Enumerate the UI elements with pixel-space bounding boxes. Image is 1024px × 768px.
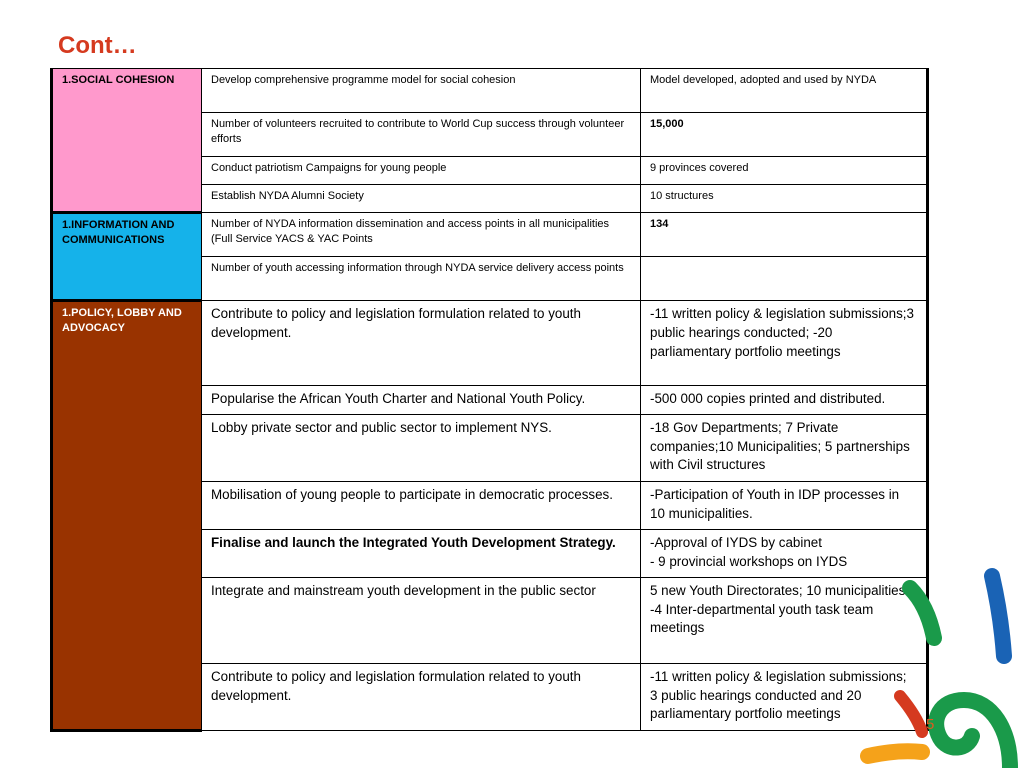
orange-stroke-icon — [868, 751, 922, 756]
table-row — [52, 213, 928, 257]
target-cell: -11 written policy & legislation submissions;3 public hearings conducted; -20 parliamentary portfolio meetings — [641, 301, 928, 386]
target-cell: -18 Gov Departments; 7 Private companies;10 Municipalities; 5 partnerships with Civil structures — [641, 414, 928, 481]
table-row — [52, 301, 928, 386]
target-cell: 10 structures — [641, 185, 928, 213]
activity-cell: Number of youth accessing information through NYDA service delivery access points — [202, 257, 641, 301]
target-cell: 5 new Youth Directorates; 10 municipalities. -4 Inter-departmental youth task team meetings — [641, 577, 928, 663]
target-cell: 9 provinces covered — [641, 157, 928, 185]
page-number: 5 — [926, 716, 935, 733]
section-label-social-cohesion: 1.SOCIAL COHESION — [52, 69, 202, 213]
blue-stroke-icon — [992, 576, 1004, 656]
activity-cell: Number of volunteers recruited to contribute to World Cup success through volunteer efforts — [202, 113, 641, 157]
activity-cell: Mobilisation of young people to participate in democratic processes. — [202, 481, 641, 529]
activity-cell: Lobby private sector and public sector to implement NYS. — [202, 414, 641, 481]
programme-table — [50, 68, 929, 732]
target-cell: -Approval of IYDS by cabinet - 9 provincial workshops on IYDS — [641, 529, 928, 577]
activity-cell: Finalise and launch the Integrated Youth Development Strategy. — [202, 529, 641, 577]
target-cell: -500 000 copies printed and distributed. — [641, 386, 928, 415]
green-swirl-icon — [936, 700, 1010, 768]
target-cell: 134 — [641, 213, 928, 257]
activity-cell: Establish NYDA Alumni Society — [202, 185, 641, 213]
target-cell — [641, 257, 928, 301]
activity-cell: Number of NYDA information dissemination and access points in all municipalities (Full Service YACS & YAC Points — [202, 213, 641, 257]
activity-cell: Popularise the African Youth Charter and National Youth Policy. — [202, 386, 641, 415]
decorative-swirl-graphic — [860, 560, 1024, 768]
target-cell: 15,000 — [641, 113, 928, 157]
section-label-policy-lobby-and-advocacy: 1.POLICY, LOBBY AND ADVOCACY — [52, 301, 202, 731]
red-stroke-icon — [900, 696, 922, 732]
activity-cell: Integrate and mainstream youth development in the public sector — [202, 577, 641, 663]
table-row — [52, 69, 928, 113]
activity-cell: Contribute to policy and legislation formulation related to youth development. — [202, 663, 641, 730]
activity-cell: Contribute to policy and legislation formulation related to youth development. — [202, 301, 641, 386]
activity-cell: Develop comprehensive programme model for social cohesion — [202, 69, 641, 113]
target-cell: -Participation of Youth in IDP processes in 10 municipalities. — [641, 481, 928, 529]
section-label-information-and-communications: 1.INFORMATION AND COMMUNICATIONS — [52, 213, 202, 301]
target-cell: -11 written policy & legislation submissions; 3 public hearings conducted and 20 parliamentary portfolio meetings — [641, 663, 928, 730]
green-stroke-icon — [910, 588, 934, 638]
slide-title: Cont… — [58, 32, 137, 59]
activity-cell: Conduct patriotism Campaigns for young people — [202, 157, 641, 185]
target-cell: Model developed, adopted and used by NYDA — [641, 69, 928, 113]
